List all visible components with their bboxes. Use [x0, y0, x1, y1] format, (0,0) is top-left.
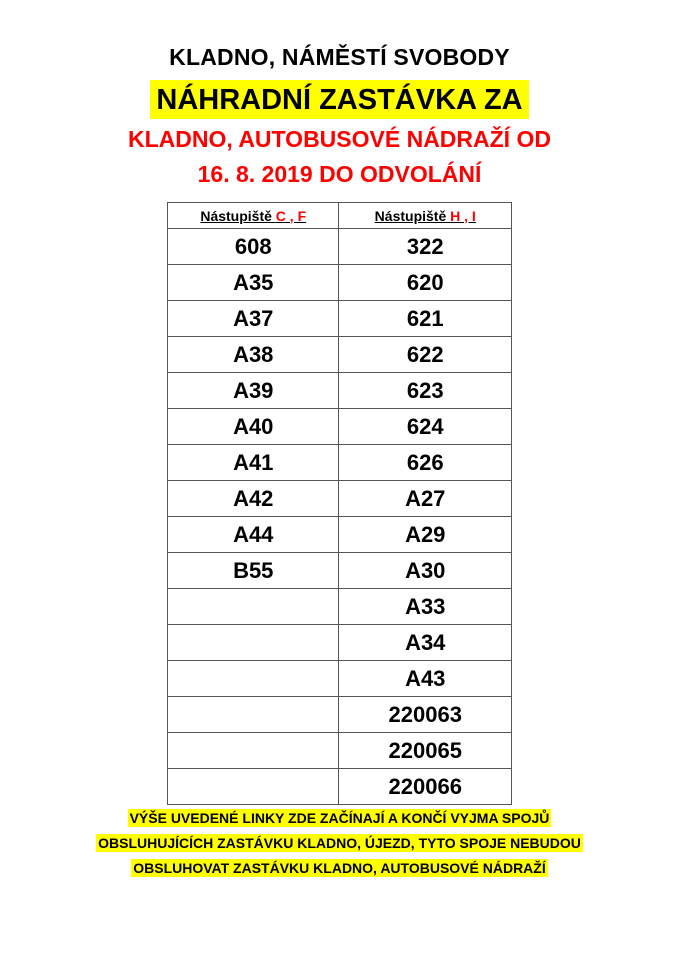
table-row [168, 229, 512, 265]
header-platform-hi [339, 203, 512, 229]
line-cell-platform-cf: A40 [168, 409, 339, 445]
line-cell-platform-hi: 220066 [339, 769, 512, 805]
table-row [168, 265, 512, 301]
line-cell-platform-cf: B55 [168, 553, 339, 589]
line-cell-platform-cf [168, 661, 339, 697]
line-cell-platform-cf [168, 697, 339, 733]
table-header-row [168, 203, 512, 229]
heading-replacement-wrap [0, 80, 679, 119]
line-cell-platform-cf [168, 625, 339, 661]
line-cell-platform-hi: 220065 [339, 733, 512, 769]
line-cell-platform-hi: A33 [339, 589, 512, 625]
line-cell-platform-hi: 622 [339, 337, 512, 373]
table-row [168, 625, 512, 661]
table-row [168, 337, 512, 373]
table-row [168, 661, 512, 697]
line-cell-platform-cf: A42 [168, 481, 339, 517]
header-platform-cf [168, 203, 339, 229]
line-cell-platform-cf: A44 [168, 517, 339, 553]
line-cell-platform-hi: A30 [339, 553, 512, 589]
line-cell-platform-hi: 626 [339, 445, 512, 481]
table-row [168, 517, 512, 553]
header-platform-hi-letters: H , I [450, 207, 476, 224]
heading-validity-date: 16. 8. 2019 DO ODVOLÁNÍ [197, 161, 482, 187]
note-line-3: OBSLUHOVAT ZASTÁVKU KLADNO, AUTOBUSOVÉ NÁDRAŽÍ [133, 860, 546, 876]
table-body [168, 229, 512, 805]
table-row [168, 445, 512, 481]
line-cell-platform-hi: A29 [339, 517, 512, 553]
line-cell-platform-cf: A35 [168, 265, 339, 301]
line-cell-platform-cf [168, 589, 339, 625]
line-cell-platform-hi: 620 [339, 265, 512, 301]
header-platform-hi-label: Nástupiště [374, 207, 451, 224]
heading-original-stop: KLADNO, AUTOBUSOVÉ NÁDRAŽÍ OD [128, 126, 551, 152]
line-cell-platform-cf [168, 733, 339, 769]
table-row [168, 697, 512, 733]
table-row [168, 589, 512, 625]
table-row [168, 553, 512, 589]
table-row [168, 301, 512, 337]
line-cell-platform-hi: 623 [339, 373, 512, 409]
line-cell-platform-cf: A38 [168, 337, 339, 373]
line-cell-platform-hi: 322 [339, 229, 512, 265]
line-cell-platform-hi: 220063 [339, 697, 512, 733]
heading-stop-name: KLADNO, NÁMĚSTÍ SVOBODY [169, 44, 510, 70]
note-line-2: OBSLUHUJÍCÍCH ZASTÁVKU KLADNO, ÚJEZD, TYTO SPOJE NEBUDOU [98, 835, 581, 851]
line-cell-platform-hi: A43 [339, 661, 512, 697]
line-cell-platform-hi: 624 [339, 409, 512, 445]
table-row [168, 733, 512, 769]
table-row [168, 769, 512, 805]
platform-lines-table [167, 202, 512, 805]
line-cell-platform-cf [168, 769, 339, 805]
line-cell-platform-cf: A41 [168, 445, 339, 481]
line-cell-platform-hi: A34 [339, 625, 512, 661]
heading-replacement-stop: NÁHRADNÍ ZASTÁVKA ZA [150, 80, 528, 119]
line-cell-platform-cf: 608 [168, 229, 339, 265]
line-cell-platform-hi: A27 [339, 481, 512, 517]
service-note [0, 806, 679, 881]
header-platform-cf-letters: C , F [275, 207, 307, 224]
table-row [168, 481, 512, 517]
note-line-1: VÝŠE UVEDENÉ LINKY ZDE ZAČÍNAJÍ A KONČÍ VYJMA SPOJŮ [129, 810, 550, 826]
line-cell-platform-cf: A37 [168, 301, 339, 337]
table-row [168, 409, 512, 445]
line-cell-platform-hi: 621 [339, 301, 512, 337]
table-row [168, 373, 512, 409]
line-cell-platform-cf: A39 [168, 373, 339, 409]
header-platform-cf-label: Nástupiště [200, 207, 276, 224]
